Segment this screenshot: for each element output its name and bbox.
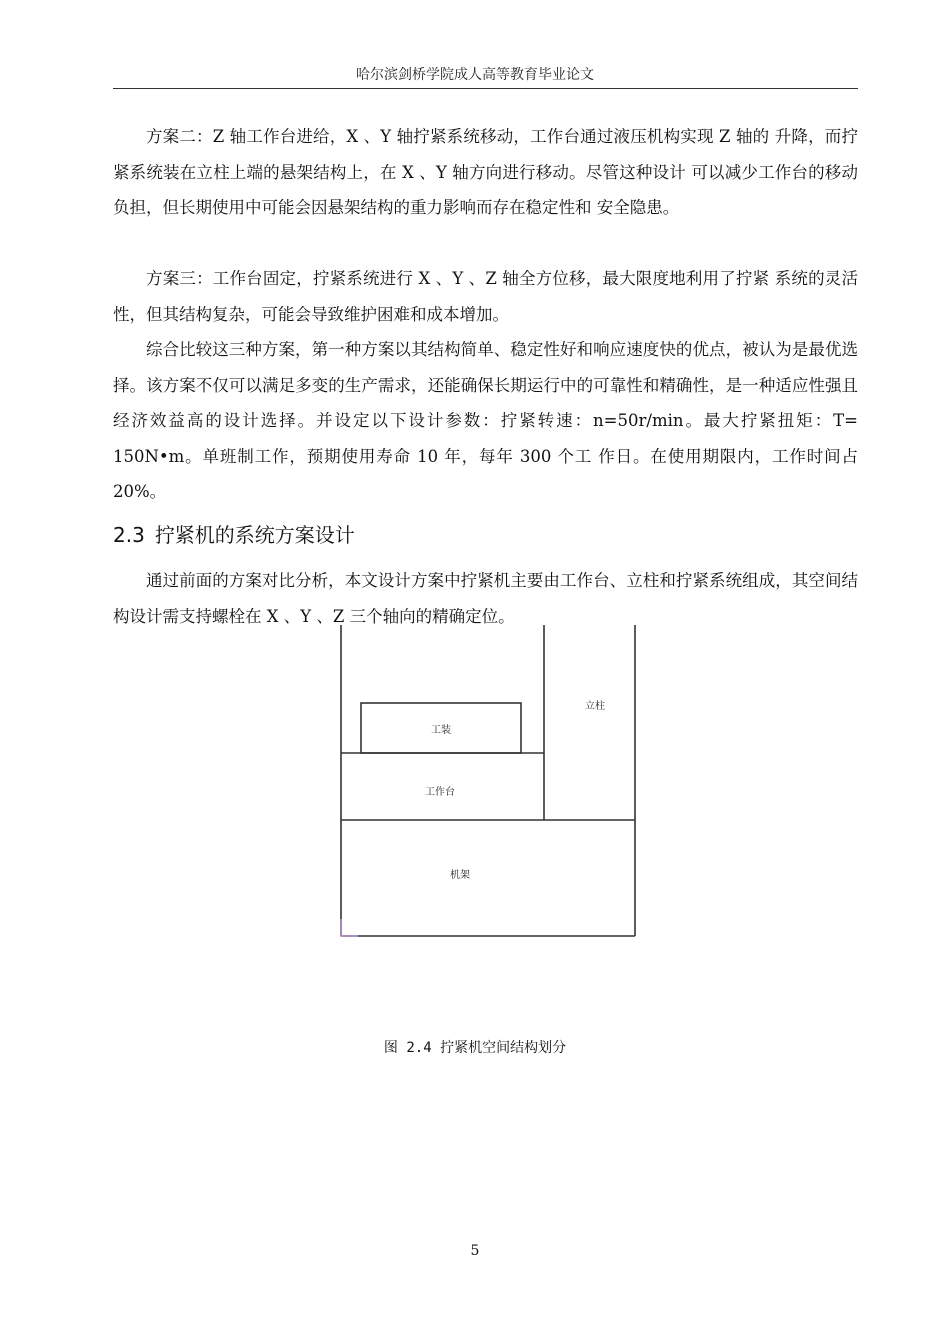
fixture-label: 工装	[431, 725, 451, 736]
section-title-text: 拧紧机的系统方案设计	[154, 523, 355, 547]
structure-diagram	[330, 625, 650, 945]
structure-diagram-svg	[330, 625, 650, 945]
section-heading	[113, 519, 355, 548]
header-divider	[113, 88, 858, 89]
figure-caption: 图 2.4 拧紧机空间结构划分	[383, 1040, 567, 1056]
column-label: 立柱	[585, 701, 605, 712]
page-number: 5	[470, 1243, 480, 1259]
page-header: 哈尔滨剑桥学院成人高等教育毕业论文	[356, 67, 594, 83]
paragraph-scheme-three: 方案三：工作台固定，拧紧系统进行 X 、Y 、Z 轴全方位移，最大限度地利用了拧紧 系统的灵活性，但其结构复杂，可能会导致维护困难和成本增加。	[113, 269, 858, 324]
paragraph-section-intro: 通过前面的方案对比分析，本文设计方案中拧紧机主要由工作台、立柱和拧紧系统组成，其空间结构设计需支持螺栓在 X 、Y 、Z 三个轴向的精确定位。	[113, 571, 858, 626]
paragraph-comparison: 综合比较这三种方案，第一种方案以其结构简单、稳定性好和响应速度快的优点，被认为是最优选择。该方案不仅可以满足多变的生产需求，还能确保长期运行中的可靠性和精确性，是一种适应性强且经济效益高的设计选择。并设定以下设计参数：拧紧转速：n=50r/min。最大拧紧扭矩：T= 150N•m。单班制工作，预期使用寿命 10 年，每年 300 个工 作日。在使用期限内，工作时间占 20%。	[113, 340, 858, 501]
paragraph-scheme-two: 方案二：Z 轴工作台进给，X 、Y 轴拧紧系统移动，工作台通过液压机构实现 Z 轴的 升降，而拧紧系统装在立柱上端的悬架结构上，在 X 、Y 轴方向进行移动。尽管这种设计 可以减少工作台的移动负担，但长期使用中可能会因悬架结构的重力影响而存在稳定性和 安全隐患。	[113, 127, 858, 217]
corner-mark	[341, 919, 358, 936]
section-number: 2.3	[113, 523, 145, 547]
frame-label: 机架	[450, 870, 470, 881]
worktable-label: 工作台	[425, 787, 455, 798]
